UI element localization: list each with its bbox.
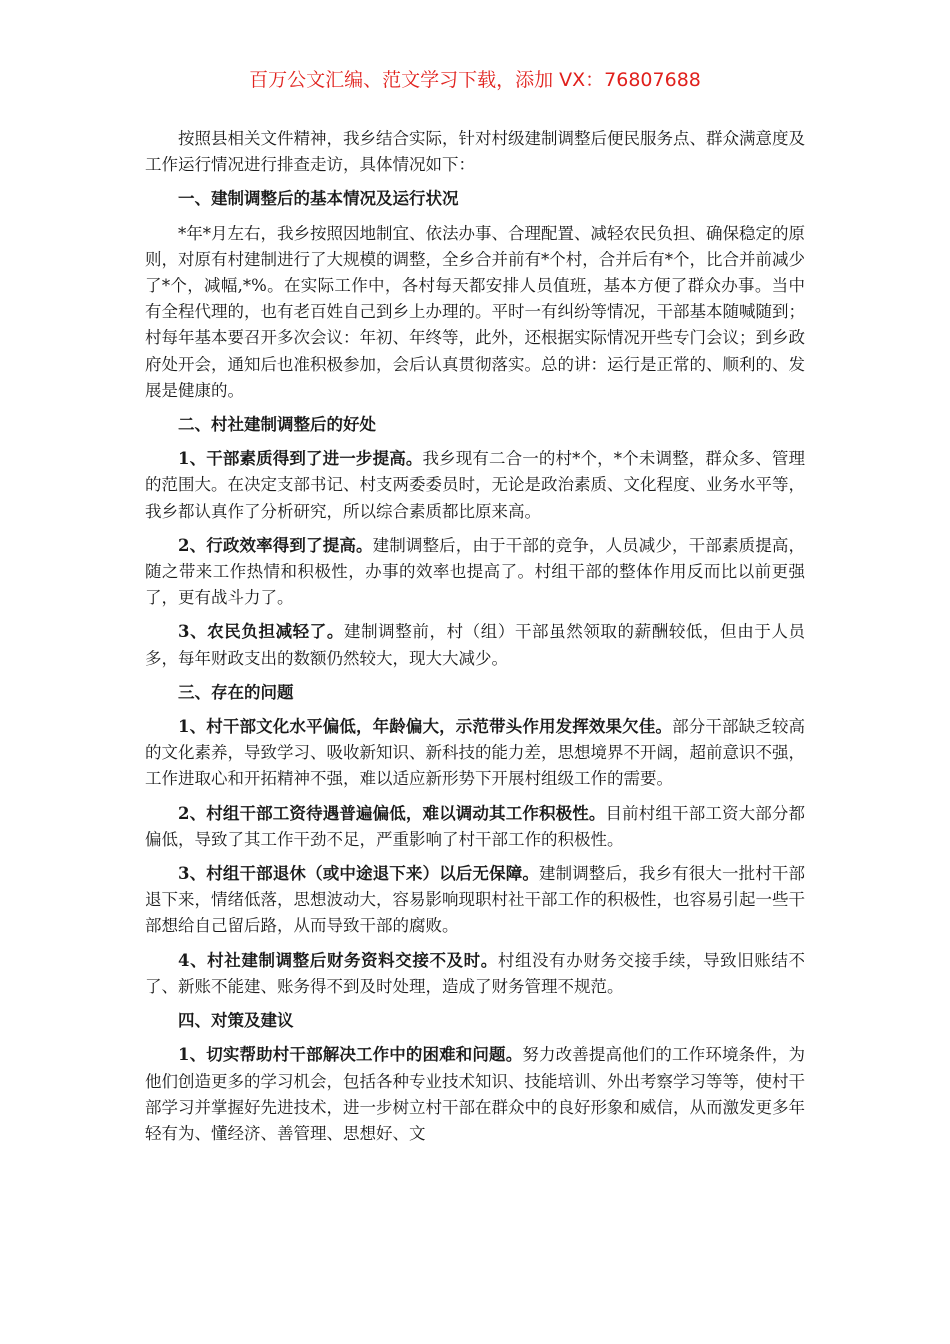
item-text: 建制调整前，村（组）干部虽然领取的薪酬较低，但由于人员多，每年财政支出的数额仍然较大，现大大减少。 [145, 622, 806, 668]
section-3-item [145, 861, 805, 940]
section-3-item [145, 948, 805, 1000]
item-lead: 2、村组干部工资待遇普遍偏低，难以调动其工作积极性。 [178, 803, 606, 823]
watermark-header: 百万公文汇编、范文学习下载，添加 VX：76807688 [249, 69, 701, 91]
item-lead: 1、村干部文化水平偏低，年龄偏大，示范带头作用发挥效果欠佳。 [178, 717, 673, 737]
section-2-item [145, 446, 805, 525]
section-4-item [145, 1042, 805, 1147]
item-text: 建制调整后，我乡有很大一批村干部退下来，情绪低落，思想波动大，容易影响现职村社干部工作的积极性，也容易引起一些干部想给自己留后路，从而导致干部的腐败。 [145, 864, 806, 936]
section-1-title: 一、建制调整后的基本情况及运行状况 [178, 189, 459, 209]
document-body [145, 126, 805, 1155]
item-lead: 2、行政效率得到了提高。 [178, 535, 373, 555]
section-1-body: *年*月左右，我乡按照因地制宜、依法办事、合理配置、减轻农民负担、确保稳定的原则，对原有村建制进行了大规模的调整，全乡合并前有*个村，合并后有*个，比合并前减少了*个，减幅,*%。在实际工作中，各村每天都安排人员值班，基本方便了群众办事。当中有全程代理的，也有老百姓自己到乡上办理的。平时一有纠纷等情况，干部基本随喊随到；村每年基本要召开多次会议：年初、年终等，此外，还根据实际情况开些专门会议；到乡政府处开会，通知后也准积极参加，会后认真贯彻落实。总的讲：运行是正常的、顺利的、发展是健康的。 [145, 223, 805, 400]
section-3-title: 三、存在的问题 [178, 682, 294, 702]
item-lead: 1、切实帮助村干部解决工作中的困难和问题。 [178, 1045, 523, 1065]
item-lead: 4、村社建制调整后财务资料交接不及时。 [178, 950, 498, 970]
item-text: 部分干部缺乏较高的文化素养，导致学习、吸收新知识、新科技的能力差，思想境界不开阔，超前意识不强，工作进取心和开拓精神不强，难以适应新形势下开展村组级工作的需要。 [145, 717, 806, 789]
item-text: 目前村组干部工资大部分都偏低，导致了其工作干劲不足，严重影响了村干部工作的积极性。 [145, 803, 806, 849]
section-2-item [145, 619, 805, 671]
section-4-title: 四、对策及建议 [178, 1011, 294, 1031]
section-3-item [145, 801, 805, 853]
item-text: 努力改善提高他们的工作环境条件，为他们创造更多的学习机会，包括各种专业技术知识、技能培训、外出考察学习等等，使村干部学习并掌握好先进技术，进一步树立村干部在群众中的良好形象和威信，从而激发更多年轻有为、懂经济、善管理、思想好、文 [145, 1045, 805, 1143]
intro-paragraph: 按照县相关文件精神，我乡结合实际，针对村级建制调整后便民服务点、群众满意度及工作运行情况进行排查走访，具体情况如下： [145, 129, 805, 175]
item-lead: 3、村组干部退休（或中途退下来）以后无保障。 [178, 864, 539, 884]
item-lead: 3、农民负担减轻了。 [178, 622, 344, 642]
item-text: 村组没有办财务交接手续，导致旧账结不了、新账不能建、账务得不到及时处理，造成了财务管理不规范。 [145, 950, 806, 996]
section-3-item [145, 714, 805, 793]
item-lead: 1、干部素质得到了进一步提高。 [178, 449, 423, 469]
section-2-title: 二、村社建制调整后的好处 [178, 415, 376, 435]
section-2-item [145, 533, 805, 612]
item-text: 我乡现有二合一的村*个，*个未调整，群众多、管理的范围大。在决定支部书记、村支两委委员时，无论是政治素质、文化程度、业务水平等，我乡都认真作了分析研究，所以综合素质都比原来高。 [145, 449, 806, 521]
item-text: 建制调整后，由于干部的竞争，人员减少，干部素质提高，随之带来工作热情和积极性，办事的效率也提高了。村组干部的整体作用反而比以前更强了，更有战斗力了。 [145, 535, 805, 608]
